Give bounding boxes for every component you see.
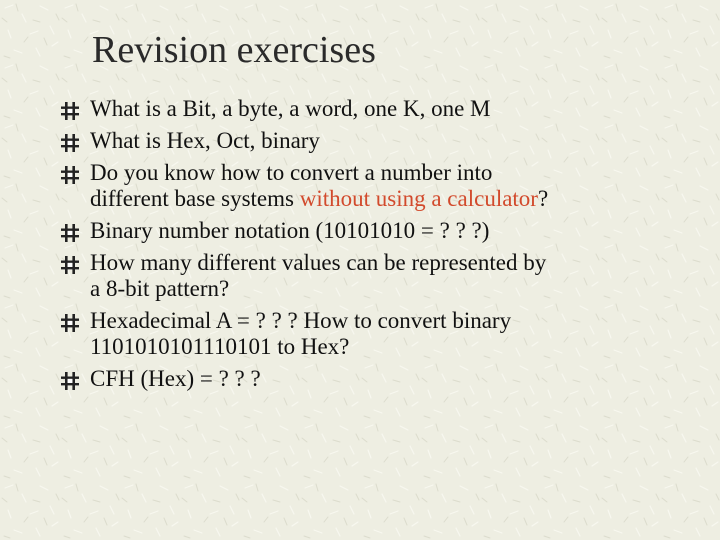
bullet-item <box>58 218 708 244</box>
bullet-item <box>58 96 708 122</box>
hash-bullet-icon <box>61 134 79 152</box>
hash-bullet-icon <box>61 166 79 184</box>
hash-bullet-icon <box>61 256 79 274</box>
bullet-item <box>58 366 708 392</box>
bullet-text-continuation <box>90 186 708 212</box>
bullet-text-segment: different base systems <box>90 186 300 211</box>
hash-bullet-icon <box>61 102 79 120</box>
bullet-text-continuation: 1101010101110101 to Hex? <box>90 334 350 359</box>
hash-bullet-icon <box>61 314 79 332</box>
bullet-text: How many different values can be represented by <box>90 250 547 275</box>
highlighted-phrase: without using a calculator <box>299 186 538 211</box>
slide-title: Revision exercises <box>92 29 376 71</box>
bullet-text: Hexadecimal A = ? ? ? How to convert binary <box>90 308 512 333</box>
bullet-text-segment: ? <box>537 186 549 211</box>
bullet-text: Do you know how to convert a number into <box>90 160 493 185</box>
bullet-list <box>58 96 708 398</box>
bullet-text: Binary number notation (10101010 = ? ? ?) <box>90 218 490 243</box>
bullet-item <box>58 308 708 360</box>
bullet-item <box>58 160 708 212</box>
bullet-item <box>58 128 708 154</box>
bullet-text-continuation: a 8-bit pattern? <box>90 276 230 301</box>
bullet-text: CFH (Hex) = ? ? ? <box>90 366 261 391</box>
bullet-text: What is Hex, Oct, binary <box>90 128 320 153</box>
bullet-item <box>58 250 708 302</box>
hash-bullet-icon <box>61 224 79 242</box>
hash-bullet-icon <box>61 372 79 390</box>
bullet-text: What is a Bit, a byte, a word, one K, one M <box>90 96 491 121</box>
